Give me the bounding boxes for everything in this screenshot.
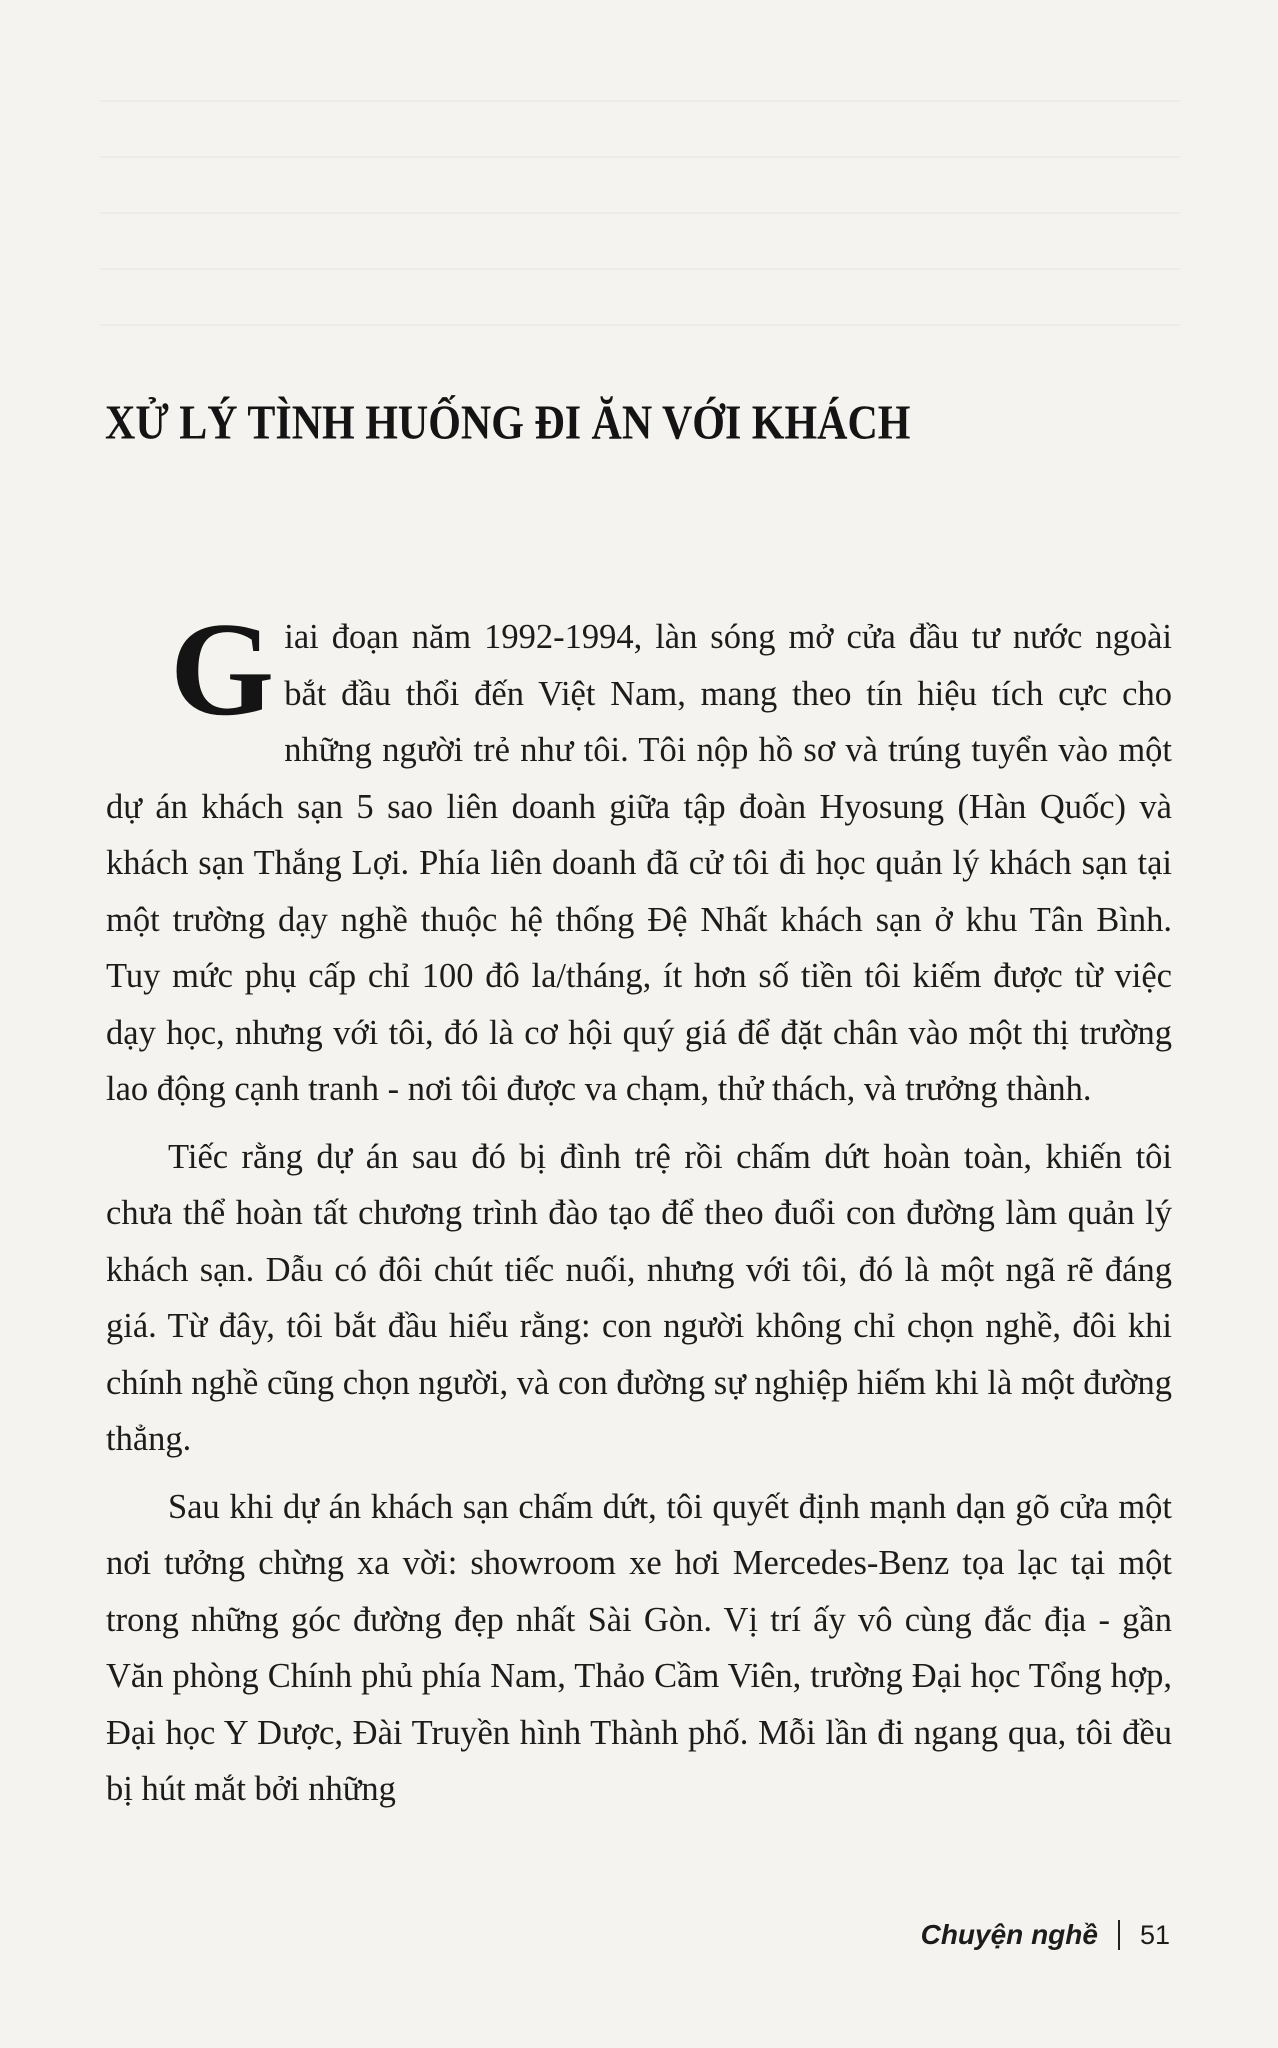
paragraph-1-text: iai đoạn năm 1992-1994, làn sóng mở cửa đầu tư nước ngoài bắt đầu thổi đến Việt Nam, mang theo tín hiệu tích cực cho những người trẻ như tôi. Tôi nộp hồ sơ và trúng tuyển vào một dự án khách sạn 5 sao liên doanh giữa tập đoàn Hyosung (Hàn Quốc) và khách sạn Thắng Lợi. Phía liên doanh đã cử tôi đi học quản lý khách sạn tại một trường dạy nghề thuộc hệ thống Đệ Nhất khách sạn ở khu Tân Bình. Tuy mức phụ cấp chỉ 100 đô la/tháng, ít hơn số tiền tôi kiếm được từ việc dạy học, nhưng với tôi, đó là cơ hội quý giá để đặt chân vào một thị trường lao động cạnh tranh - nơi tôi được va chạm, thử thách, và trưởng thành.	[106, 618, 1172, 1108]
running-title: Chuyện nghề	[920, 1919, 1098, 1950]
body-text	[106, 595, 1172, 1818]
paragraph-3: Sau khi dự án khách sạn chấm dứt, tôi quyết định mạnh dạn gõ cửa một nơi tưởng chừng xa vời: showroom xe hơi Mercedes-Benz tọa lạc tại một trong những góc đường đẹp nhất Sài Gòn. Vị trí ấy vô cùng đắc địa - gần Văn phòng Chính phủ phía Nam, Thảo Cầm Viên, trường Đại học Tổng hợp, Đại học Y Dược, Đài Truyền hình Thành phố. Mỗi lần đi ngang qua, tôi đều bị hút mắt bởi những	[106, 1487, 1172, 1808]
paragraph-2: Tiếc rằng dự án sau đó bị đình trệ rồi chấm dứt hoàn toàn, khiến tôi chưa thể hoàn tất chương trình đào tạo để theo đuổi con đường làm quản lý khách sạn. Dẫu có đôi chút tiếc nuối, nhưng với tôi, đó là một ngã rẽ đáng giá. Từ đây, tôi bắt đầu hiểu rằng: con người không chỉ chọn nghề, đôi khi chính nghề cũng chọn người, và con đường sự nghiệp hiếm khi là một đường thẳng.	[106, 1137, 1172, 1458]
show-through-texture	[100, 100, 1180, 360]
page-number: 51	[1139, 1919, 1170, 1950]
chapter-title: XỬ LÝ TÌNH HUỐNG ĐI ĂN VỚI KHÁCH	[105, 397, 911, 451]
drop-cap: G	[170, 595, 275, 743]
paragraph-1	[106, 595, 1172, 1118]
page-footer	[921, 1915, 1170, 1955]
footer-separator	[1118, 1920, 1120, 1950]
